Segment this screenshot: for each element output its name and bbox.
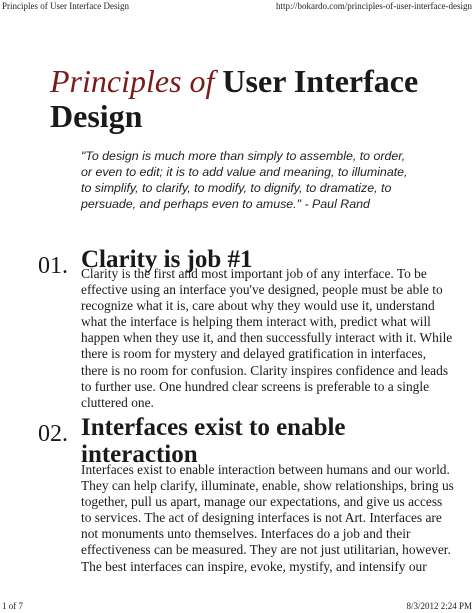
section-body: Clarity is the first and most important job of any interface. To be effective using an interface you've designed, people must be able to recognize what it is, care about why they would use it, understand what the interface is helping them interact with, predict what will happen when they use it, and then successfully interact with it. While there is room for mystery and delayed gratification in interfaces, there is no room for confusion. Clarity inspires confidence and leads to further use. One hundred clear screens is preferable to a single cluttered one. [81,266,453,410]
section-title: Clarity is job #1 [81,246,253,273]
print-footer [0,599,474,613]
document-title [50,64,450,134]
page-number: 1 of 7 [2,601,23,611]
print-header [0,0,474,14]
print-header-title: Principles of User Interface Design [2,1,129,11]
title-accent-of: of [181,63,223,99]
section-body: Interfaces exist to enable interaction between humans and our world. They can help clarify, illuminate, enable, show relationships, bring us together, pull us apart, manage our expectations, and give us access to services. The act of designing interfaces is not Art. Interfaces are not monuments unto themselves. Interfaces do a job and their effectiveness can be measured. They are not just utilitarian, however. The best interfaces can inspire, evoke, mystify, and intensify our [81,462,454,574]
section-number: 01. [38,253,68,279]
section-number: 02. [38,421,68,447]
title-main: User Interface Design [50,63,419,134]
print-header-url[interactable]: http://bokardo.com/principles-of-user-interface-design [275,1,472,11]
print-timestamp: 8/3/2012 2:24 PM [406,601,472,611]
section-title: Interfaces exist to enable interaction [81,414,346,468]
title-accent-principles: Principles [50,63,182,99]
epigraph-quote: "To design is much more than simply to assemble, to order, or even to edit; it is to add value and meaning, to illuminate, to simplify, to clarify, to modify, to dignify, to dramatize, to persuade, and perhaps even to amuse." - Paul Rand [81,149,408,211]
